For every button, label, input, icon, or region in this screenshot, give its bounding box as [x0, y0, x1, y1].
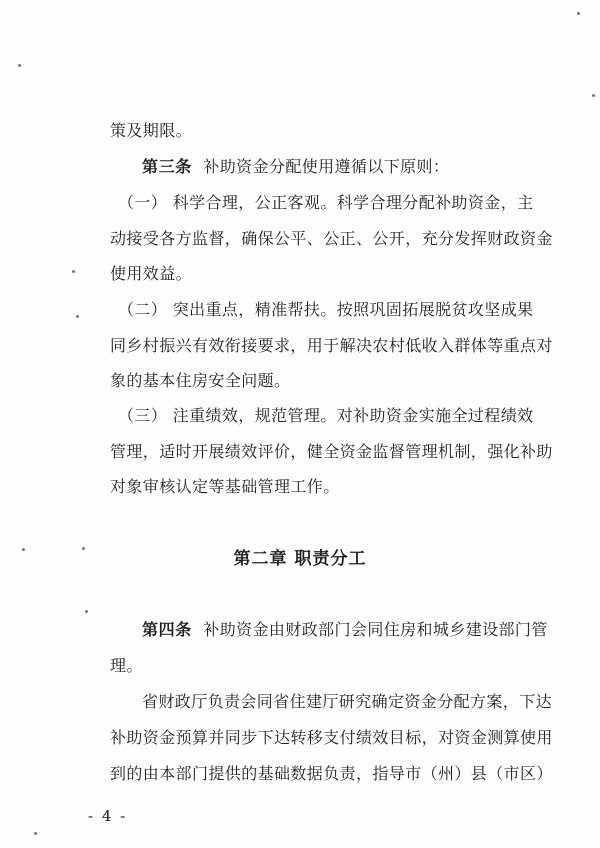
principle-1-text-1: 科学合理，公正客观。科学合理分配补助资金，主: [172, 193, 534, 212]
scan-speck: [76, 315, 79, 318]
principle-3-text-3: 对象审核认定等基础管理工作。: [110, 477, 340, 496]
finance-paragraph-line-2: [110, 728, 553, 748]
principle-3-line-2: [110, 442, 553, 462]
principle-3-text-1: 注重绩效，规范管理。对补助资金实施全过程绩效: [172, 406, 534, 425]
article-3-line: [142, 157, 449, 177]
finance-paragraph-line-1: [142, 692, 552, 712]
principle-2-line-2: [110, 336, 553, 356]
article-3-label: 第三条: [142, 157, 192, 176]
principle-2-text-1: 突出重点，精准帮扶。按照巩固拓展脱贫攻坚成果: [172, 300, 534, 319]
principle-3-line-1: [118, 406, 534, 426]
article-4-label: 第四条: [142, 620, 192, 639]
principle-1-line-1: [118, 193, 534, 213]
article-4-line-2: [110, 656, 143, 676]
finance-paragraph-text-1: 省财政厅负责会同省住建厅研究确定资金分配方案，下达: [142, 692, 553, 711]
finance-paragraph-text-2: 补助资金预算并同步下达转移支付绩效目标，对资金测算使用: [110, 728, 553, 747]
continuation-text: 策及期限。: [110, 121, 193, 140]
scan-speck: [82, 547, 85, 550]
principle-1-text-3: 使用效益。: [110, 264, 193, 283]
principle-1-line-3: [110, 264, 192, 284]
principle-3-text-2: 管理，适时开展绩效评价，健全资金监督管理机制，强化补助: [110, 442, 553, 461]
finance-paragraph-text-3: 到的由本部门提供的基础数据负责，指导市（州）县（市区）: [110, 764, 553, 783]
principle-2-line-1: [118, 300, 534, 320]
scan-speck: [72, 270, 75, 273]
principle-3-label: （三）: [118, 406, 168, 425]
article-3-text: 补助资金分配使用遵循以下原则：: [203, 157, 450, 176]
principle-1-line-2: [110, 229, 553, 249]
scan-speck: [577, 12, 580, 15]
scan-speck: [34, 832, 37, 835]
page-number: - 4 -: [88, 807, 128, 825]
principle-2-text-2: 同乡村振兴有效衔接要求，用于解决农村低收入群体等重点对: [110, 336, 553, 355]
principle-2-text-3: 象的基本住房安全问题。: [110, 371, 291, 390]
principle-2-line-3: [110, 371, 290, 391]
scan-speck: [22, 548, 25, 551]
article-4-text-1: 补助资金由财政部门会同住房和城乡建设部门管: [203, 620, 548, 639]
scan-speck: [18, 64, 21, 67]
principle-2-label: （二）: [118, 300, 168, 319]
principle-1-text-2: 动接受各方监督，确保公平、公正、公开，充分发挥财政资金: [110, 229, 553, 248]
scan-speck: [592, 94, 595, 97]
finance-paragraph-line-3: [110, 764, 553, 784]
principle-1-label: （一）: [118, 193, 168, 212]
principle-3-line-3: [110, 477, 340, 497]
article-4-text-2: 理。: [110, 656, 143, 675]
chapter-2-title: 第二章 职责分工: [233, 549, 367, 569]
scan-speck: [85, 610, 88, 613]
continuation-line: [110, 121, 192, 141]
article-4-line-1: [142, 620, 548, 640]
